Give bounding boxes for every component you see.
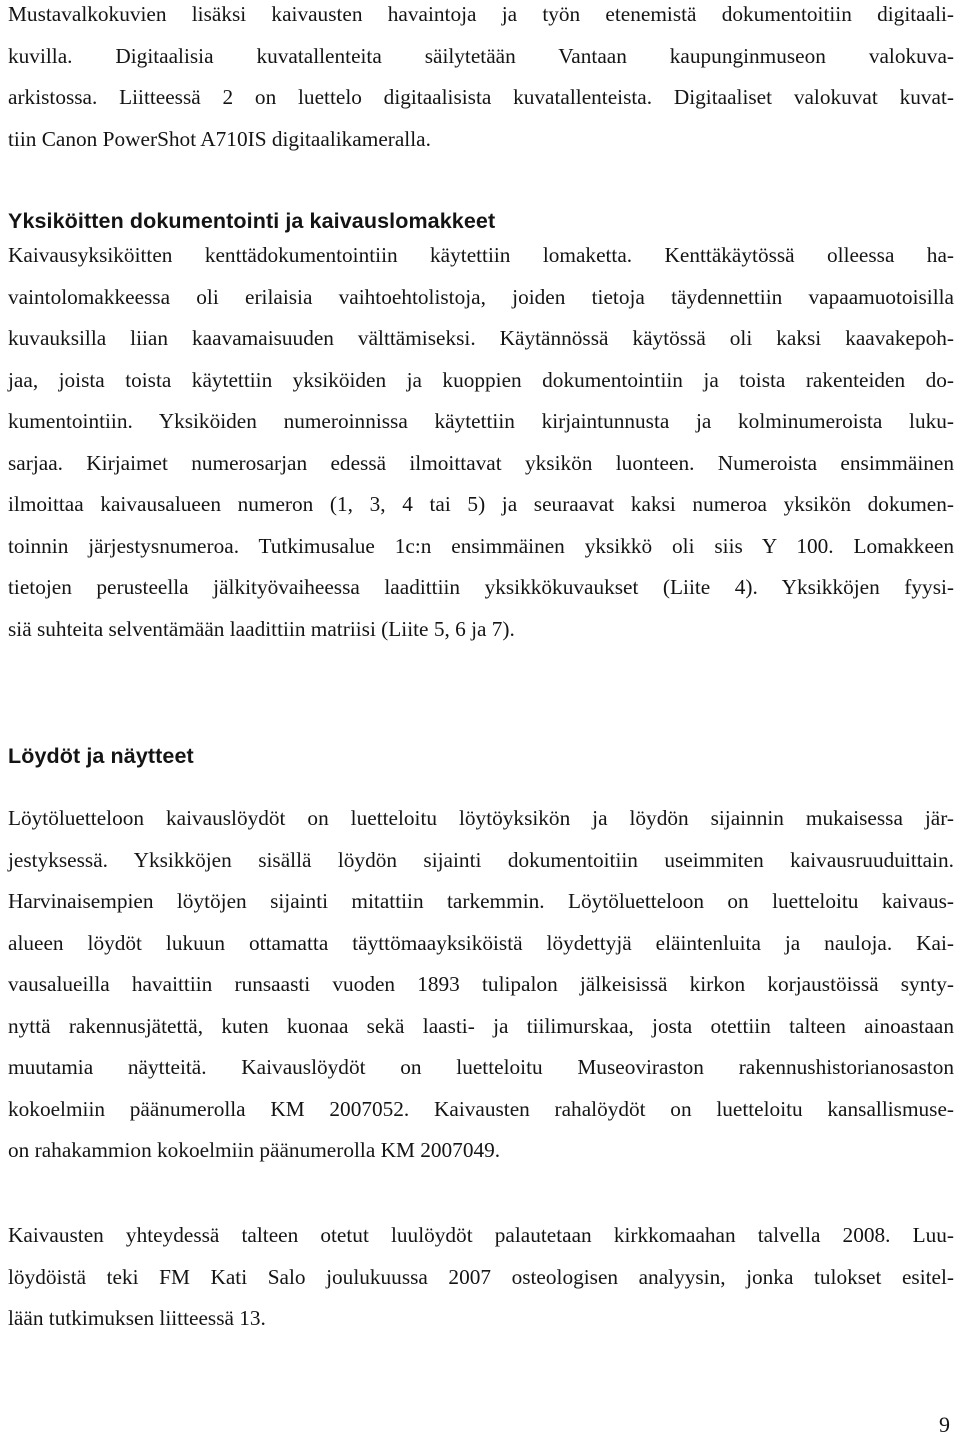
text-line: Kaivausyksiköitten kenttädokumentointiin käytettiin lomaketta. Kenttäkäytössä olleessa ha-	[8, 243, 954, 267]
text-line: kuvilla. Digitaalisia kuvatallenteita säilytetään Vantaan kaupunginmuseon valokuva-	[8, 43, 954, 68]
paragraph-bone-finds	[8, 1215, 954, 1340]
text-line: jestyksessä. Yksikköjen sisällä löydön sijainti dokumentoitiin useimmiten kaivausruuduittain.	[8, 847, 954, 872]
text-line: jaa, joista toista käytettiin yksiköiden ja kuoppien dokumentointiin ja toista rakenteiden do-	[8, 367, 954, 392]
paragraph-excavation-forms	[8, 235, 954, 650]
paragraph-find-catalogue	[8, 798, 954, 1172]
text-line: on rahakammion kokoelmiin päänumerolla KM 2007049.	[8, 1138, 501, 1162]
text-line: vausalueilla havaittiin runsaasti vuoden 1893 tulipalon jälkeisissä kirkon korjaustöissä synty-	[8, 972, 954, 996]
text-line: Kaivausten yhteydessä talteen otetut luulöydöt palautetaan kirkkomaahan talvella 2008. Luu-	[8, 1223, 954, 1247]
page-number: 9	[939, 1412, 950, 1437]
text-line: Löytöluetteloon kaivauslöydöt on luetteloitu löytöyksikön ja löydön sijainnin mukaisessa jär-	[8, 806, 954, 830]
text-line: arkistossa. Liitteessä 2 on luettelo digitaalisista kuvatallenteista. Digitaaliset valokuvat kuvat-	[8, 85, 954, 109]
text-line: ilmoittaa kaivausalueen numeron (1, 3, 4 tai 5) ja seuraavat kaksi numeroa yksikön dokumen-	[8, 492, 954, 516]
text-line: vaintolomakkeessa oli erilaisia vaihtoehtolistoja, joiden tietoja täydennettiin vapaamuotoisilla	[8, 284, 954, 309]
heading-unit-documentation: Yksiköitten dokumentointi ja kaivauslomakkeet	[8, 209, 496, 233]
paragraph-digital-photos	[8, 0, 954, 160]
text-line: kumentointiin. Yksiköiden numeroinnissa käytettiin kirjaintunnusta ja kolminumeroista luku-	[8, 409, 954, 433]
text-line: Mustavalkokuvien lisäksi kaivausten havaintoja ja työn etenemistä dokumentoitiin digitaali-	[8, 2, 954, 26]
text-line: lään tutkimuksen liitteessä 13.	[8, 1306, 266, 1330]
text-line: nyttä rakennusjätettä, kuten kuonaa sekä laasti- ja tiilimurskaa, josta otettiin talteen ainoastaan	[8, 1013, 954, 1038]
heading-finds-and-samples: Löydöt ja näytteet	[8, 744, 194, 768]
text-line: löydöistä teki FM Kati Salo joulukuussa 2007 osteologisen analyysin, jonka tulokset esitel-	[8, 1264, 954, 1289]
text-line: tiin Canon PowerShot A710IS digitaalikameralla.	[8, 126, 431, 151]
text-line: Harvinaisempien löytöjen sijainti mitattiin tarkemmin. Löytöluetteloon on luetteloitu kaivaus-	[8, 889, 954, 913]
text-line: alueen löydöt lukuun ottamatta täyttömaayksiköistä löydettyjä eläintenluita ja nauloja. Kai-	[8, 930, 954, 955]
text-line: kokoelmiin päänumerolla KM 2007052. Kaivausten rahalöydöt on luetteloitu kansallismuse-	[8, 1096, 954, 1121]
text-line: toinnin järjestysnumeroa. Tutkimusalue 1c:n ensimmäinen yksikkö oli siis Y 100. Lomakkeen	[8, 533, 954, 558]
text-line: sarjaa. Kirjaimet numerosarjan edessä ilmoittavat yksikön luonteen. Numeroista ensimmäinen	[8, 450, 954, 475]
text-line: kuvauksilla liian kaavamaisuuden välttämiseksi. Käytännössä käytössä oli kaksi kaavakepoh-	[8, 326, 954, 350]
text-line: tietojen perusteella jälkityövaiheessa laadittiin yksikkökuvaukset (Liite 4). Yksikköjen fyysi-	[8, 575, 954, 599]
text-line: muutamia näytteitä. Kaivauslöydöt on luetteloitu Museoviraston rakennushistorianosaston	[8, 1055, 954, 1079]
text-line: siä suhteita selventämään laadittiin matriisi (Liite 5, 6 ja 7).	[8, 616, 515, 641]
